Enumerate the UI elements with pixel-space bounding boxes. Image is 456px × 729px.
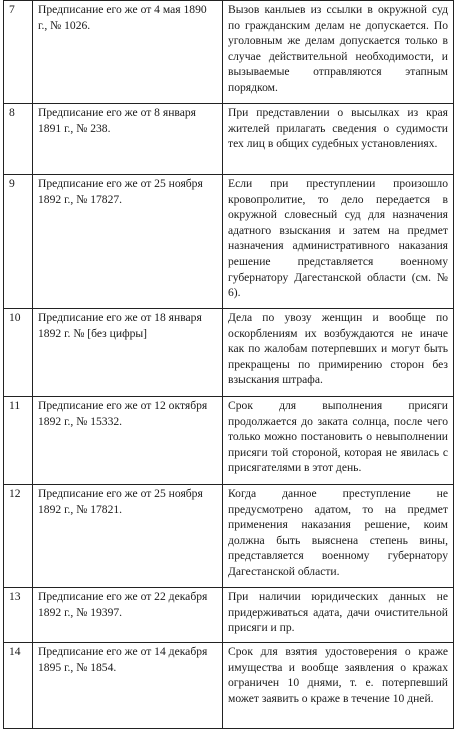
regulation-text: Срок для выполнения присяги продолжается до заката солнца, после чего только можно постановить о невыполнении присяги той стороной, которая не явилась с присягателями в этот день. <box>223 397 454 485</box>
row-number: 7 <box>4 1 33 104</box>
regulation-text: Если при преступлении произошло кровопролитие, то дело передается в окружной словесный суд для назначения адатного взыскания и затем на предмет назначения административного наказания решение представляется военному губернатору Дагестанской области (см. № 6). <box>223 175 454 309</box>
row-number: 13 <box>4 588 33 643</box>
document-reference: Предписание его же от 25 ноября 1892 г., № 17821. <box>33 485 223 588</box>
regulation-text: Вызов канлыев из ссылки в окружной суд по гражданским делам не допускается. По уголовным же делам допускается только в случае действительной необходимости, и вызываемые отправляются этапным порядком. <box>223 1 454 104</box>
regulation-text: При наличии юридических данных не придерживаться адата, дачи очистительной присяги и пр. <box>223 588 454 643</box>
regulation-text: Дела по увозу женщин и вообще по оскорблениям их возбуждаются не иначе как по жалобам потерпевших и могут быть прекращены по примирению сторон без взыскания штрафа. <box>223 309 454 397</box>
table-row <box>4 485 454 588</box>
row-number: 14 <box>4 643 33 729</box>
row-number: 9 <box>4 175 33 309</box>
document-reference: Предписание его же от 4 мая 1890 г., № 1026. <box>33 1 223 104</box>
regulation-text: Срок для взятия удостоверения о краже имущества и вообще заявления о кражах ограничен 10 днями, т. е. потерпевший может заявить о краже в течение 10 дней. <box>223 643 454 729</box>
table-row <box>4 588 454 643</box>
document-reference: Предписание его же от 12 октября 1892 г., № 15332. <box>33 397 223 485</box>
table-row <box>4 309 454 397</box>
regulation-text: При представлении о высылках из края жителей прилагать сведения о судимости тех лиц в общих судебных установлениях. <box>223 104 454 175</box>
document-reference: Предписание его же от 18 января 1892 г. № [без цифры] <box>33 309 223 397</box>
document-reference: Предписание его же от 14 декабря 1895 г., № 1854. <box>33 643 223 729</box>
table-row <box>4 1 454 104</box>
document-reference: Предписание его же от 8 января 1891 г., № 238. <box>33 104 223 175</box>
regulations-table <box>3 0 454 729</box>
row-number: 12 <box>4 485 33 588</box>
document-reference: Предписание его же от 25 ноября 1892 г., № 17827. <box>33 175 223 309</box>
row-number: 11 <box>4 397 33 485</box>
row-number: 8 <box>4 104 33 175</box>
table-row <box>4 175 454 309</box>
table-row <box>4 104 454 175</box>
regulation-text: Когда данное преступление не предусмотрено адатом, то на предмет применения наказания решение, коим должна быть выяснена степень вины, представляется военному губернатору Дагестанской области. <box>223 485 454 588</box>
table-row <box>4 643 454 729</box>
row-number: 10 <box>4 309 33 397</box>
table-row <box>4 397 454 485</box>
document-reference: Предписание его же от 22 декабря 1892 г., № 19397. <box>33 588 223 643</box>
